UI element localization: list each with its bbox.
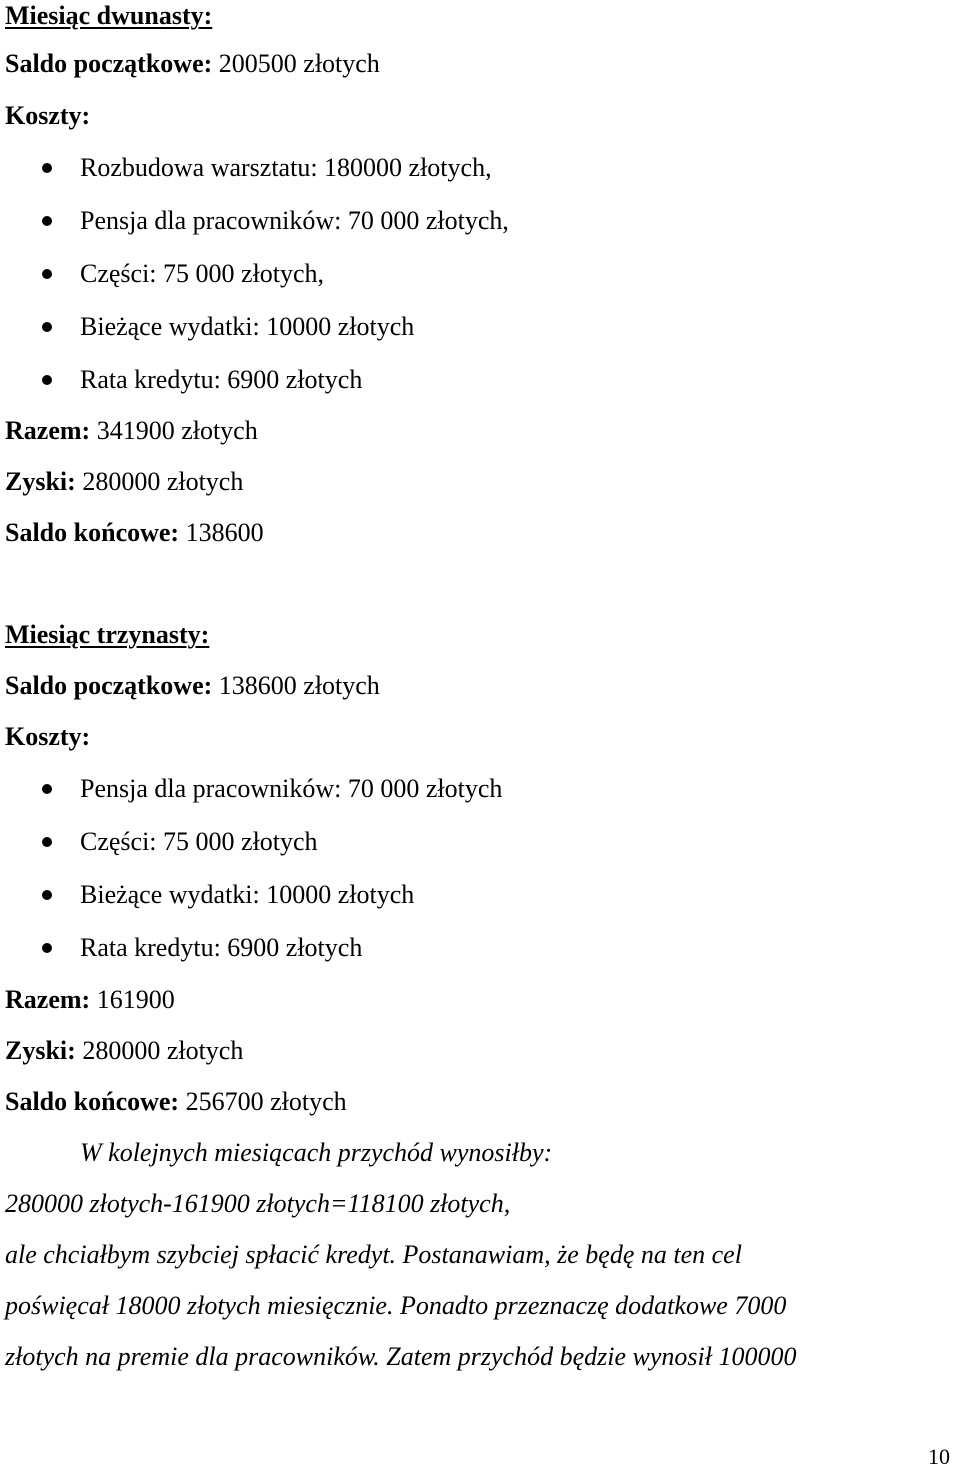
- month12-opening-balance: [5, 48, 380, 80]
- closing-balance-label: Saldo końcowe:: [5, 1087, 180, 1116]
- total-value: 341900 złotych: [90, 416, 258, 445]
- month13-cost-item: [80, 826, 318, 858]
- bullet-icon: [42, 890, 52, 900]
- month12-cost-item: [80, 258, 324, 290]
- paragraph-line: złotych na premie dla pracowników. Zatem przychód będzie wynosił 100000: [5, 1342, 797, 1371]
- month12-heading: Miesiąc dwunasty:: [5, 1, 213, 30]
- cost-item-text: Rata kredytu: 6900 złotych: [80, 365, 363, 394]
- opening-balance-label: Saldo początkowe:: [5, 49, 213, 78]
- total-value: 161900: [90, 985, 175, 1014]
- bullet-icon: [42, 375, 52, 385]
- opening-balance-value: 138600 złotych: [212, 671, 380, 700]
- month13-closing-balance: [5, 1086, 347, 1118]
- month12-cost-item: [80, 205, 509, 237]
- month12-cost-item: [80, 364, 362, 396]
- paragraph-line: poświęcał 18000 złotych miesięcznie. Ponadto przeznaczę dodatkowe 7000: [5, 1291, 787, 1320]
- cost-item-text: Rozbudowa warsztatu: 180000 złotych,: [80, 153, 492, 182]
- cost-item-text: Bieżące wydatki: 10000 złotych: [80, 312, 415, 341]
- month13-costs-label: Koszty:: [5, 722, 91, 751]
- cost-item-text: Bieżące wydatki: 10000 złotych: [80, 880, 415, 909]
- bullet-icon: [42, 322, 52, 332]
- opening-balance-label: Saldo początkowe:: [5, 671, 213, 700]
- profit-label: Zyski:: [5, 1036, 76, 1065]
- month13-opening-balance: [5, 670, 380, 702]
- month13-cost-item: [80, 879, 414, 911]
- profit-value: 280000 złotych: [75, 1036, 244, 1065]
- total-label: Razem:: [5, 985, 91, 1014]
- bullet-icon: [42, 216, 52, 226]
- month12-cost-item: [80, 311, 414, 343]
- month12-cost-item: [80, 152, 492, 184]
- bullet-icon: [42, 943, 52, 953]
- month12-closing-balance: [5, 517, 264, 549]
- cost-item-text: Części: 75 000 złotych: [80, 827, 318, 856]
- month13-total: [5, 984, 175, 1016]
- cost-item-text: Części: 75 000 złotych,: [80, 259, 325, 288]
- bullet-icon: [42, 784, 52, 794]
- bullet-icon: [42, 837, 52, 847]
- cost-item-text: Rata kredytu: 6900 złotych: [80, 933, 363, 962]
- profit-label: Zyski:: [5, 467, 76, 496]
- closing-balance-value: 256700 złotych: [179, 1087, 347, 1116]
- month13-profit: [5, 1035, 243, 1067]
- paragraph-line: W kolejnych miesiącach przychód wynosiłby:: [80, 1138, 553, 1167]
- opening-balance-value: 200500 złotych: [212, 49, 380, 78]
- month12-costs-label: Koszty:: [5, 101, 91, 130]
- page-number: 10: [928, 1444, 950, 1469]
- bullet-icon: [42, 163, 52, 173]
- paragraph-line: 280000 złotych-161900 złotych=118100 złotych,: [5, 1189, 511, 1218]
- month12-total: [5, 415, 258, 447]
- month13-heading: Miesiąc trzynasty:: [5, 620, 210, 649]
- paragraph-line: ale chciałbym szybciej spłacić kredyt. Postanawiam, że będę na ten cel: [5, 1240, 742, 1269]
- closing-balance-label: Saldo końcowe:: [5, 518, 180, 547]
- closing-balance-value: 138600: [179, 518, 264, 547]
- month13-cost-item: [80, 773, 502, 805]
- bullet-icon: [42, 269, 52, 279]
- month12-profit: [5, 466, 243, 498]
- cost-item-text: Pensja dla pracowników: 70 000 złotych,: [80, 206, 509, 235]
- month13-cost-item: [80, 932, 362, 964]
- cost-item-text: Pensja dla pracowników: 70 000 złotych: [80, 774, 503, 803]
- total-label: Razem:: [5, 416, 91, 445]
- profit-value: 280000 złotych: [75, 467, 244, 496]
